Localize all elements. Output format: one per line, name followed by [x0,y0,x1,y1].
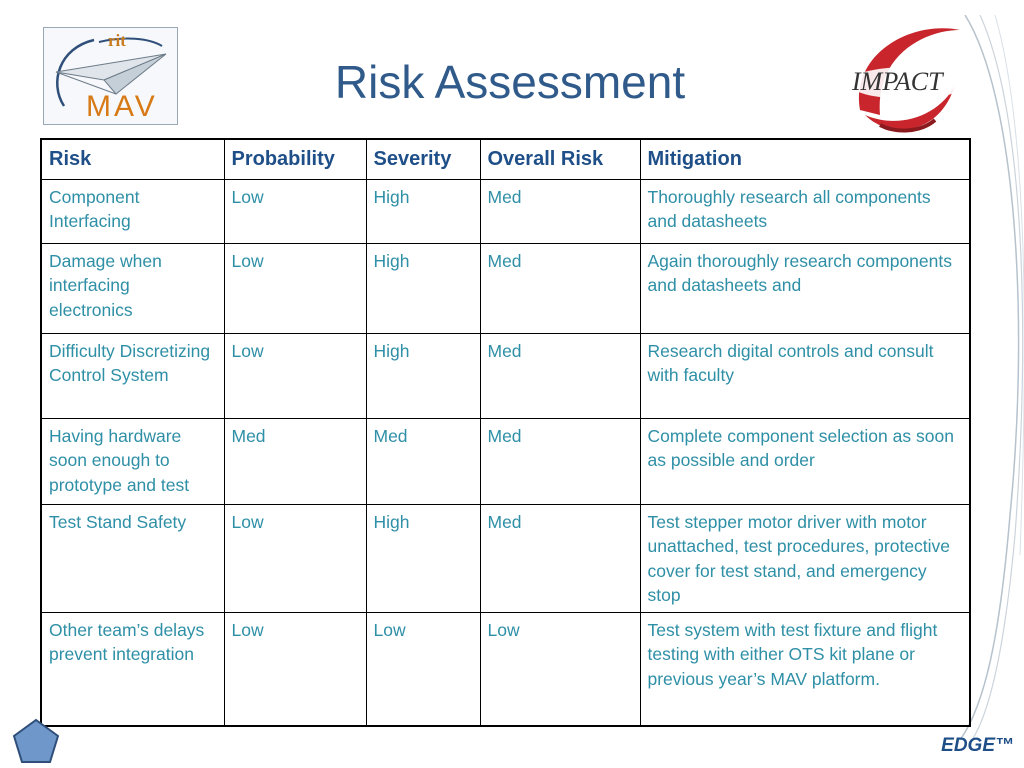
risk-cell: Component Interfacing [41,179,224,243]
probability-cell: Low [224,243,366,333]
column-header-mitigation: Mitigation [640,139,970,179]
severity-cell: Low [366,612,480,726]
severity-cell: Med [366,418,480,504]
risk-cell: Difficulty Discretizing Control System [41,333,224,418]
rit-mav-logo [43,27,178,125]
table-row [41,333,970,418]
overall-risk-cell: Low [480,612,640,726]
column-header-severity: Severity [366,139,480,179]
impact-logo-text: IMPACT [852,67,943,96]
overall-risk-cell: Med [480,243,640,333]
overall-risk-cell: Med [480,418,640,504]
severity-cell: High [366,504,480,612]
overall-risk-cell: Med [480,333,640,418]
mav-logo-text: MAV [86,90,158,123]
mitigation-cell: Again thoroughly research components and datasheets and [640,243,970,333]
pentagon-icon[interactable] [12,718,60,764]
probability-cell: Low [224,504,366,612]
probability-cell: Low [224,179,366,243]
table-row [41,612,970,726]
mitigation-cell: Thoroughly research all components and datasheets [640,179,970,243]
risk-cell: Damage when interfacing electronics [41,243,224,333]
column-header-overall-risk: Overall Risk [480,139,640,179]
column-header-probability: Probability [224,139,366,179]
risk-cell: Other team’s delays prevent integration [41,612,224,726]
mitigation-cell: Test stepper motor driver with motor unattached, test procedures, protective cover for test stand, and emergency stop [640,504,970,612]
table-row [41,504,970,612]
severity-cell: High [366,243,480,333]
mitigation-cell: Research digital controls and consult with faculty [640,333,970,418]
table-row [41,179,970,243]
probability-cell: Low [224,333,366,418]
column-header-risk: Risk [41,139,224,179]
probability-cell: Med [224,418,366,504]
edge-brand-text: EDGE™ [941,735,1014,756]
severity-cell: High [366,333,480,418]
impact-logo [840,15,970,140]
probability-cell: Low [224,612,366,726]
slide-title: Risk Assessment [334,56,686,108]
table-header-row [41,139,970,179]
mitigation-cell: Complete component selection as soon as possible and order [640,418,970,504]
rit-logo-text: rit [108,31,126,50]
mitigation-cell: Test system with test fixture and flight testing with either OTS kit plane or previous year’s MAV platform. [640,612,970,726]
table-row [41,243,970,333]
risk-table [40,138,971,727]
table-row [41,418,970,504]
overall-risk-cell: Med [480,504,640,612]
overall-risk-cell: Med [480,179,640,243]
risk-cell: Test Stand Safety [41,504,224,612]
severity-cell: High [366,179,480,243]
risk-cell: Having hardware soon enough to prototype and test [41,418,224,504]
